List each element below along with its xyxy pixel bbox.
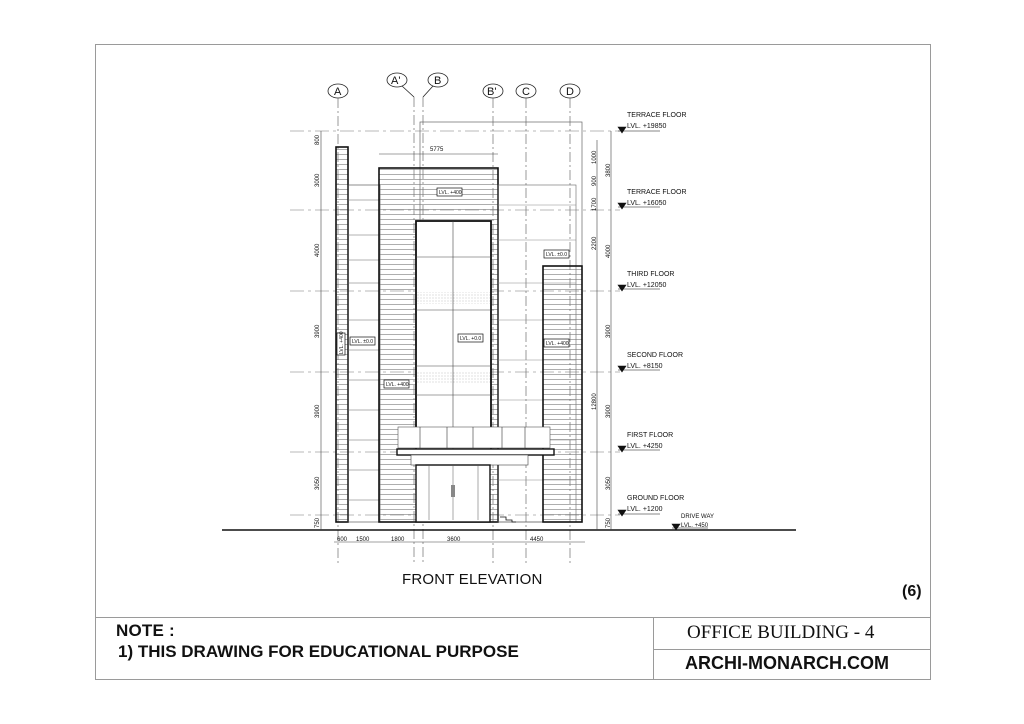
note-heading: NOTE :: [116, 621, 175, 640]
svg-text:LVL. +4250: LVL. +4250: [627, 443, 663, 450]
svg-text:3600: 3600: [447, 537, 461, 543]
svg-text:600: 600: [337, 537, 348, 543]
svg-text:3900: 3900: [606, 324, 612, 338]
project-name: OFFICE BUILDING - 4: [687, 622, 875, 643]
svg-text:3900: 3900: [606, 404, 612, 418]
svg-text:5775: 5775: [430, 147, 444, 153]
svg-text:4450: 4450: [530, 537, 544, 543]
svg-text:FIRST FLOOR: FIRST FLOOR: [627, 432, 674, 439]
svg-text:A: A: [334, 86, 342, 98]
svg-text:3050: 3050: [606, 476, 612, 490]
svg-text:LVL. +400: LVL. +400: [546, 341, 569, 347]
svg-text:TERRACE FLOOR: TERRACE FLOOR: [627, 189, 687, 196]
svg-text:750: 750: [315, 517, 321, 528]
svg-text:1500: 1500: [356, 537, 370, 543]
svg-text:800: 800: [315, 134, 321, 145]
svg-text:GROUND FLOOR: GROUND FLOOR: [627, 495, 685, 502]
svg-text:3050: 3050: [315, 476, 321, 490]
svg-text:900: 900: [592, 175, 598, 186]
svg-text:LVL. +16050: LVL. +16050: [627, 200, 667, 207]
svg-text:3000: 3000: [315, 173, 321, 187]
svg-text:LVL. +12050: LVL. +12050: [627, 282, 667, 289]
drawing-title: FRONT ELEVATION: [402, 571, 543, 588]
svg-text:2200: 2200: [592, 236, 598, 250]
svg-text:B: B: [434, 75, 442, 87]
svg-text:LVL. +450: LVL. +450: [681, 523, 709, 529]
level-markers: [618, 127, 708, 530]
svg-text:750: 750: [606, 517, 612, 528]
svg-text:1000: 1000: [592, 150, 598, 164]
svg-text:LVL. ±0.0: LVL. ±0.0: [546, 252, 567, 258]
grid-bubbles: [328, 73, 580, 98]
svg-text:3900: 3900: [315, 324, 321, 338]
svg-text:TERRACE FLOOR: TERRACE FLOOR: [627, 112, 687, 119]
svg-text:1800: 1800: [391, 537, 405, 543]
svg-text:THIRD FLOOR: THIRD FLOOR: [627, 271, 675, 278]
svg-text:4000: 4000: [315, 243, 321, 257]
svg-text:LVL. +0.0: LVL. +0.0: [460, 336, 482, 342]
svg-text:LVL. +400: LVL. +400: [386, 382, 409, 388]
svg-text:1700: 1700: [592, 197, 598, 211]
svg-text:LVL. +8150: LVL. +8150: [627, 363, 663, 370]
svg-text:LVL. +400: LVL. +400: [339, 331, 345, 354]
svg-text:C: C: [522, 86, 530, 98]
svg-text:LVL. +19850: LVL. +19850: [627, 123, 667, 130]
svg-text:LVL. ±0.0: LVL. ±0.0: [352, 339, 373, 345]
svg-text:LVL. +1200: LVL. +1200: [627, 506, 663, 513]
svg-text:A': A': [391, 75, 401, 87]
website-label: ARCHI-MONARCH.COM: [685, 653, 889, 673]
svg-text:12800: 12800: [592, 393, 598, 410]
svg-text:3800: 3800: [606, 163, 612, 177]
sheet-number: (6): [902, 583, 922, 600]
level-labels: [627, 112, 714, 529]
svg-text:D: D: [566, 86, 574, 98]
svg-text:4000: 4000: [606, 244, 612, 258]
svg-text:3900: 3900: [315, 404, 321, 418]
svg-text:LVL. +400: LVL. +400: [439, 190, 462, 196]
svg-text:B': B': [487, 86, 497, 98]
note-text: 1) THIS DRAWING FOR EDUCATIONAL PURPOSE: [118, 642, 519, 661]
svg-text:SECOND FLOOR: SECOND FLOOR: [627, 352, 684, 359]
svg-text:DRIVE WAY: DRIVE WAY: [681, 514, 715, 520]
grid-labels: [334, 75, 574, 98]
